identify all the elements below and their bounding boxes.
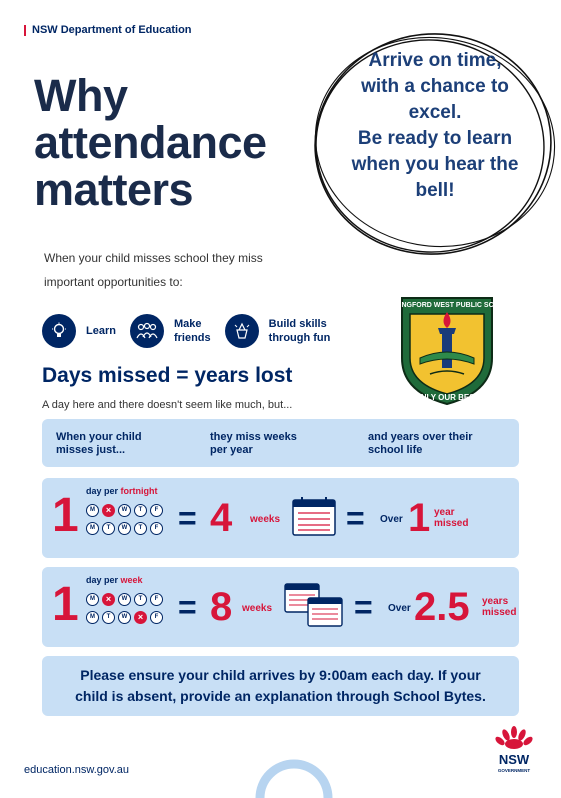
weekday-dot: W (118, 611, 131, 624)
callout-line: excel. (408, 102, 462, 123)
frequency-label (86, 575, 143, 585)
cta-line: child is absent, provide an explanation through School Bytes. (75, 688, 486, 704)
header-column-2 (210, 431, 297, 457)
years-number: 1 (408, 496, 431, 540)
callout-text (330, 48, 540, 204)
callout-circle (300, 26, 560, 262)
frequency-period: fortnight (120, 486, 158, 496)
callout-line: Be ready to learn (357, 128, 513, 149)
department-name: NSW Department of Education (32, 24, 192, 36)
svg-text:GOVERNMENT: GOVERNMENT (497, 768, 531, 773)
weekday-dot: W (118, 504, 131, 517)
title-line: attendance (34, 117, 267, 168)
header-column-3 (368, 431, 473, 457)
title-line: matters (34, 164, 194, 215)
years-number: 2.5 (414, 585, 470, 629)
header-text: and years over their (368, 431, 473, 443)
weekday-dot: T (134, 504, 147, 517)
svg-text:ONLY OUR BEST: ONLY OUR BEST (414, 393, 480, 402)
weekday-dot: F (150, 611, 163, 624)
years-label-line: years (482, 596, 509, 607)
missed-day-icon: × (102, 504, 115, 517)
frequency-prefix: day per (86, 486, 121, 496)
week-dots-1 (86, 504, 166, 517)
missed-day-icon: × (102, 593, 115, 606)
calendar-pair-icon (284, 581, 344, 629)
opportunity-learn (42, 314, 116, 348)
missed-day-icon: × (134, 611, 147, 624)
header-text: they miss weeks (210, 431, 297, 443)
friends-icon (130, 314, 164, 348)
opportunity-friends (130, 314, 211, 348)
header-text: per year (210, 444, 253, 456)
nsw-government-logo (490, 722, 538, 776)
section-title: Days missed = years lost (42, 364, 293, 387)
weekday-dot: W (118, 522, 131, 535)
over-label: Over (388, 603, 411, 614)
table-header-panel (42, 419, 519, 467)
weekday-dot: M (86, 611, 99, 624)
weeks-number: 8 (210, 585, 233, 629)
years-label-line: missed (482, 607, 517, 618)
frequency-period: week (120, 575, 143, 585)
department-header (24, 24, 192, 36)
equals-sign: = (178, 500, 197, 536)
week-dots-2 (86, 522, 166, 535)
call-to-action-panel (42, 656, 519, 716)
svg-text:CARLINGFORD WEST PUBLIC SCHOOL: CARLINGFORD WEST PUBLIC SCHOOL (380, 302, 514, 309)
callout-line: bell! (415, 180, 455, 201)
header-column-1 (56, 431, 142, 457)
svg-text:NSW: NSW (498, 752, 530, 767)
weekday-dot: T (134, 593, 147, 606)
weekday-dot: F (150, 593, 163, 606)
page-title (34, 72, 314, 213)
opportunity-label: Make (173, 318, 202, 330)
years-label (434, 507, 468, 529)
over-label: Over (380, 514, 403, 525)
header-text: When your child (56, 431, 142, 443)
weeks-label: weeks (250, 514, 281, 525)
weeks-number: 4 (210, 496, 233, 540)
callout-line: with a chance to (361, 76, 509, 97)
opportunities-row (42, 314, 344, 348)
days-number: 1 (52, 489, 79, 542)
week-dots-1 (86, 593, 166, 606)
weekday-dot: T (134, 522, 147, 535)
weeks-label: weeks (242, 603, 273, 614)
opportunity-label: through fun (268, 332, 331, 344)
calendar-icon (292, 496, 336, 536)
comparison-row (42, 478, 519, 558)
weekday-dot: M (86, 522, 99, 535)
decorative-arc (254, 758, 334, 798)
equals-sign: = (178, 589, 197, 625)
week-dots-2 (86, 611, 166, 624)
section-subtitle: A day here and there doesn't seem like much, but... (42, 399, 293, 411)
weekday-dot: F (150, 504, 163, 517)
years-label (482, 596, 516, 618)
days-number: 1 (52, 578, 79, 631)
school-badge-logo (380, 288, 514, 406)
opportunity-skills (225, 314, 331, 348)
frequency-prefix: day per (86, 575, 121, 585)
years-label-line: year (434, 507, 455, 518)
intro-text: When your child misses school they miss important opportunities to: (44, 251, 263, 289)
equals-sign: = (354, 589, 373, 625)
header-text: misses just... (56, 444, 126, 456)
weekday-dot: T (102, 611, 115, 624)
header-accent (24, 25, 26, 36)
weekday-dot: F (150, 522, 163, 535)
title-line: Why (34, 70, 128, 121)
opportunity-label: Learn (86, 325, 116, 337)
callout-line: when you hear the (351, 154, 519, 175)
opportunity-label: Build skills (268, 318, 327, 330)
equals-sign: = (346, 500, 365, 536)
footer-url[interactable]: education.nsw.gov.au (24, 764, 129, 776)
frequency-label (86, 486, 158, 496)
header-text: school life (368, 444, 423, 456)
weekday-dot: M (86, 504, 99, 517)
cta-line: Please ensure your child arrives by 9:00am each day. If your (80, 667, 481, 683)
weekday-dot: M (86, 593, 99, 606)
years-label-line: missed (434, 518, 469, 529)
skills-icon (225, 314, 259, 348)
callout-line: Arrive on time, (368, 50, 502, 71)
lightbulb-icon (42, 314, 76, 348)
weekday-dot: T (102, 522, 115, 535)
opportunity-label: friends (173, 332, 211, 344)
weekday-dot: W (118, 593, 131, 606)
comparison-row (42, 567, 519, 647)
